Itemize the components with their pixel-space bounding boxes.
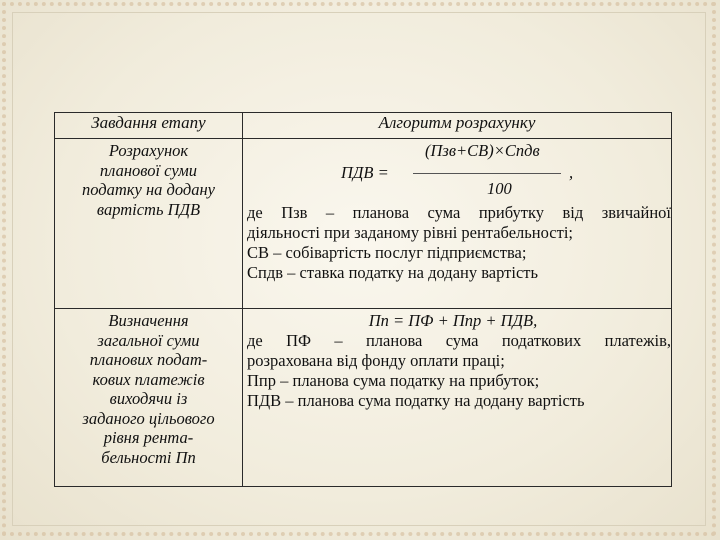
task-cell (55, 139, 243, 309)
algorithm-cell (243, 309, 672, 487)
task-line: податку на додану (81, 180, 215, 199)
definition-line: де Пзв – планова сума прибутку від звичайної (247, 203, 671, 222)
fraction-line (413, 173, 561, 174)
task-cell (55, 309, 243, 487)
task-line: загальної суми (97, 330, 200, 350)
tax-equation: Пп = ПФ + Ппр + ПДВ, (368, 311, 538, 330)
task-line: виходячи із (109, 389, 188, 408)
task-line: Визначення (108, 311, 189, 330)
definition-line: діяльності при заданому рівні рентабельності; (247, 223, 573, 242)
header-row (55, 113, 672, 139)
formula-comma: , (569, 163, 574, 182)
header-algorithm: Алгоритм розрахунку (243, 113, 672, 139)
formula-lhs: ПДВ = (341, 163, 389, 182)
definition-line: Спдв – ставка податку на додану вартість (247, 263, 539, 282)
definition-line: СВ – собівартість послуг підприємства; (247, 243, 527, 262)
task-line: кових платежів (92, 369, 205, 389)
vat-formula (247, 141, 671, 203)
task-line: рівня рента- (103, 428, 194, 447)
table-row (55, 309, 672, 487)
task-line: планових подат- (89, 350, 208, 369)
algorithm-table (54, 112, 672, 487)
task-line: Розрахунок (108, 141, 189, 160)
task-line: заданого цільового (82, 408, 215, 428)
task-line: планової суми (99, 160, 198, 180)
definition-line: де ПФ – планова сума податкових платежів, (247, 331, 671, 350)
formula-denominator: 100 (487, 179, 512, 198)
algorithm-cell (243, 139, 672, 309)
definition-line: розрахована від фонду оплати праці; (247, 351, 505, 370)
header-task: Завдання етапу (55, 113, 243, 139)
definition-line: Ппр – планова сума податку на прибуток; (247, 371, 540, 390)
definition-line: ПДВ – планова сума податку на додану вартість (247, 391, 585, 410)
formula-numerator: (Пзв+СВ)×Спдв (425, 141, 540, 160)
task-line: вартість ПДВ (96, 199, 201, 219)
table-row (55, 139, 672, 309)
task-line: бельності Пп (101, 447, 196, 467)
